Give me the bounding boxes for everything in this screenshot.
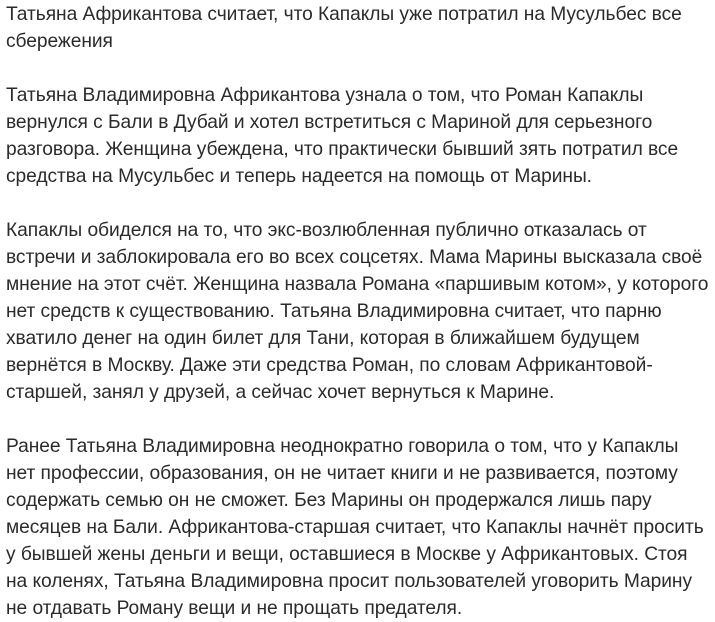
article-paragraph-1: Татьяна Владимировна Африкантова узнала о том, что Роман Капаклы вернулся с Бали в Дубай и хотел встретиться с Мариной для серьезного разговора. Женщина убеждена, что практически бывший зять потратил все средства на Мусульбес и теперь надеется на помощь от Марины.	[6, 85, 679, 187]
paragraph-spacer	[6, 55, 709, 82]
paragraph-spacer	[6, 406, 709, 433]
article-paragraph-2: Капаклы обиделся на то, что экс-возлюбленная публично отказалась от встречи и заблокировала его во всех соцсетях. Мама Марины высказала своё мнение на этот счёт. Женщина назвала Романа «паршивым котом», у которого нет средств к существованию. Татьяна Владимировна считает, что парню хватило денег на один билет для Тани, которая в ближайшем будущем вернётся в Москву. Даже эти средства Роман, по словам Африкантовой-старшей, занял у друзей, а сейчас хочет вернуться к Марине.	[6, 220, 709, 403]
article-paragraph-3: Ранее Татьяна Владимировна неоднократно говорила о том, что у Капаклы нет профессии, образования, он не читает книги и не развивается, поэтому содержать семью он не сможет. Без Марины он продержался лишь пару месяцев на Бали. Африкантова-старшая считает, что Капаклы начнёт просить у бывшей жены деньги и вещи, оставшиеся в Москве у Африкантовых. Стоя на коленях, Татьяна Владимировна просит пользователей уговорить Марину не отдавать Роману вещи и не прощать предателя.	[6, 436, 704, 619]
paragraph-spacer	[6, 190, 709, 217]
article-title: Татьяна Африкантова считает, что Капаклы уже потратил на Мусульбес все сбережения	[6, 4, 682, 52]
